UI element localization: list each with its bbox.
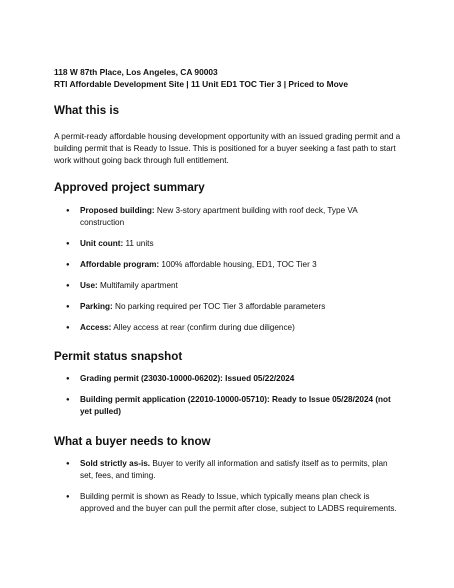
summary-item-text: 11 units [123, 239, 154, 248]
buyer-notes-list [54, 458, 402, 515]
buyer-item-permit [54, 491, 402, 515]
summary-item-access [54, 322, 402, 334]
buyer-item-text: Building permit is shown as Ready to Issue, which typically means plan check is approved and the buyer can pull the permit after close, subject to LADBS requirements. [80, 492, 397, 513]
section-heading-buyer-notes: What a buyer needs to know [54, 435, 211, 448]
summary-item-label: Proposed building: [80, 206, 155, 215]
section-heading-project-summary: Approved project summary [54, 181, 205, 194]
summary-item-label: Access: [80, 323, 112, 332]
summary-item-building [54, 205, 402, 229]
summary-item-parking [54, 301, 402, 313]
project-summary-list [54, 205, 402, 334]
summary-item-program [54, 259, 402, 271]
property-address: 118 W 87th Place, Los Angeles, CA 90003 [54, 67, 218, 77]
buyer-item-text: Buyer to verify all information and satisfy itself as to permits, plan set, fees, and timing. [80, 459, 388, 480]
section-heading-permit-status: Permit status snapshot [54, 350, 183, 363]
section-heading-what-this-is: What this is [54, 104, 120, 117]
buyer-item-label: Sold strictly as-is. [80, 459, 151, 468]
summary-item-text: No parking required per TOC Tier 3 affordable parameters [112, 302, 326, 311]
summary-item-units [54, 238, 402, 250]
summary-item-text: Multifamily apartment [97, 281, 178, 290]
summary-item-text: 100% affordable housing, ED1, TOC Tier 3 [159, 260, 317, 269]
summary-item-text: New 3-story apartment building with roof deck, Type VA construction [80, 206, 358, 227]
intro-paragraph: A permit-ready affordable housing development opportunity with an issued grading permit and a building permit that is Ready to Issue. This is positioned for a buyer seeking a fast path to start work without going back through full entitlement. [54, 132, 401, 165]
permit-status-list [54, 373, 402, 418]
listing-subtitle: RTI Affordable Development Site | 11 Unit ED1 TOC Tier 3 | Priced to Move [54, 79, 348, 89]
buyer-item-as-is [54, 458, 402, 482]
summary-item-use [54, 280, 402, 292]
summary-item-label: Parking: [80, 302, 113, 311]
summary-item-label: Affordable program: [80, 260, 160, 269]
permit-item-grading: ● Grading permit (23030-10000-06202): Issued 05/22/2024 [54, 373, 402, 385]
summary-item-label: Unit count: [80, 239, 124, 248]
summary-item-label: Use: [80, 281, 98, 290]
permit-item-building: ● Building permit application (22010-10000-05710): Ready to Issue 05/28/2024 (not yet pulled) [54, 394, 402, 418]
summary-item-text: Alley access at rear (confirm during due diligence) [111, 323, 295, 332]
